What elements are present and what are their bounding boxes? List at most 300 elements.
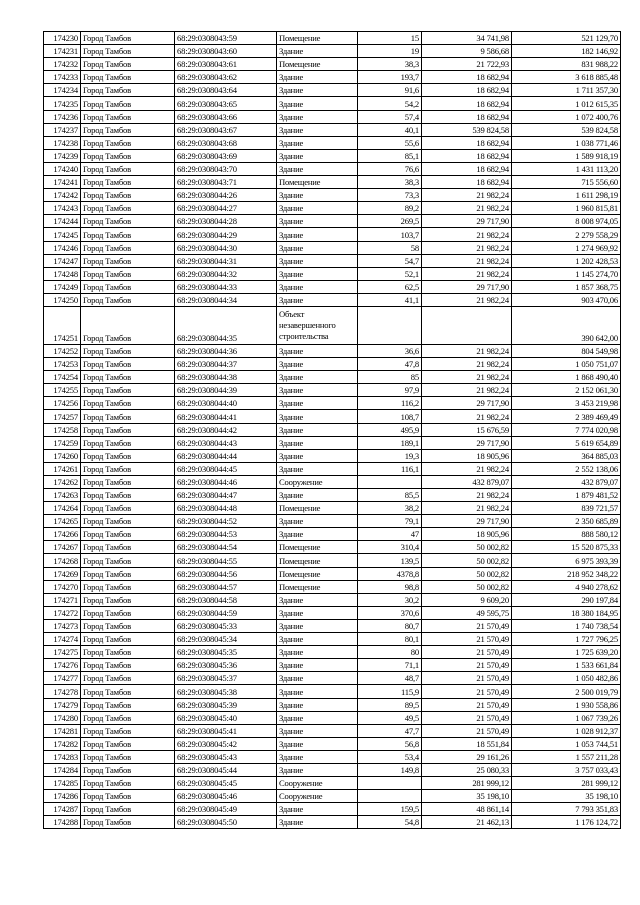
table-row [44,711,621,724]
table-row [44,123,621,136]
cadastral-value-cell: 1 740 738,54 [512,619,621,632]
city-cell: Город Тамбов [81,685,175,698]
specific-value-cell: 18 682,94 [422,84,512,97]
cadastral-number-cell: 68:29:0308044:44 [175,449,277,462]
specific-value-cell: 21 570,49 [422,724,512,737]
cadastral-value-cell: 831 988,22 [512,58,621,71]
specific-value-cell: 21 570,49 [422,711,512,724]
city-cell: Город Тамбов [81,777,175,790]
cadastral-number-cell: 68:29:0308044:43 [175,436,277,449]
object-type-cell: Здание [277,162,358,175]
specific-value-cell: 50 002,82 [422,541,512,554]
cadastral-value-cell: 1 725 639,20 [512,646,621,659]
cadastral-number-cell: 68:29:0308044:54 [175,541,277,554]
city-cell: Город Тамбов [81,436,175,449]
cadastral-value-cell: 1 050 482,86 [512,672,621,685]
row-number: 174234 [44,84,81,97]
specific-value-cell: 21 982,24 [422,189,512,202]
cadastral-number-cell: 68:29:0308045:43 [175,750,277,763]
city-cell: Город Тамбов [81,803,175,816]
object-type-cell: Здание [277,659,358,672]
specific-value-cell: 21 722,93 [422,58,512,71]
cadastral-value-cell: 3 757 033,43 [512,763,621,776]
row-number: 174288 [44,816,81,829]
cadastral-number-cell: 68:29:0308044:47 [175,489,277,502]
area-cell: 49,5 [358,711,422,724]
row-number: 174269 [44,567,81,580]
city-cell: Город Тамбов [81,593,175,606]
row-number: 174238 [44,136,81,149]
row-number: 174271 [44,593,81,606]
table-row [44,436,621,449]
table-row [44,84,621,97]
object-type-cell: Здание [277,803,358,816]
area-cell: 30,2 [358,593,422,606]
cadastral-value-cell: 390 642,00 [512,306,621,344]
cadastral-value-cell: 182 146,92 [512,45,621,58]
area-cell: 76,6 [358,162,422,175]
area-cell: 36,6 [358,344,422,357]
object-type-cell: Здание [277,528,358,541]
specific-value-cell: 34 741,98 [422,32,512,45]
cadastral-value-cell: 218 952 348,22 [512,567,621,580]
city-cell: Город Тамбов [81,267,175,280]
cadastral-number-cell: 68:29:0308043:61 [175,58,277,71]
specific-value-cell: 18 682,94 [422,136,512,149]
row-number: 174260 [44,449,81,462]
cadastral-number-cell: 68:29:0308043:59 [175,32,277,45]
city-cell: Город Тамбов [81,254,175,267]
table-row [44,358,621,371]
city-cell: Город Тамбов [81,97,175,110]
specific-value-cell: 21 982,24 [422,228,512,241]
city-cell: Город Тамбов [81,397,175,410]
city-cell: Город Тамбов [81,763,175,776]
cadastral-number-cell: 68:29:0308044:45 [175,462,277,475]
table-row [44,724,621,737]
table-row [44,750,621,763]
table-row [44,162,621,175]
cadastral-value-cell: 6 975 393,39 [512,554,621,567]
cadastral-value-cell: 432 879,07 [512,475,621,488]
area-cell: 80,1 [358,633,422,646]
object-type-cell: Помещение [277,567,358,580]
row-number: 174244 [44,215,81,228]
city-cell: Город Тамбов [81,423,175,436]
specific-value-cell: 18 905,96 [422,528,512,541]
cadastral-number-cell: 68:29:0308043:68 [175,136,277,149]
row-number: 174242 [44,189,81,202]
row-number: 174285 [44,777,81,790]
cadastral-value-cell: 3 618 885,48 [512,71,621,84]
city-cell: Город Тамбов [81,162,175,175]
area-cell: 47,7 [358,724,422,737]
city-cell: Город Тамбов [81,816,175,829]
object-type-cell: Здание [277,358,358,371]
cadastral-number-cell: 68:29:0308045:50 [175,816,277,829]
row-number: 174240 [44,162,81,175]
city-cell: Город Тамбов [81,606,175,619]
specific-value-cell: 21 982,24 [422,502,512,515]
table-row [44,202,621,215]
city-cell: Город Тамбов [81,449,175,462]
object-type-cell: Здание [277,267,358,280]
cadastral-value-cell: 1 533 661,84 [512,659,621,672]
area-cell: 139,5 [358,554,422,567]
cadastral-number-cell: 68:29:0308044:38 [175,371,277,384]
cadastral-number-cell: 68:29:0308043:69 [175,149,277,162]
city-cell: Город Тамбов [81,241,175,254]
specific-value-cell: 48 861,14 [422,803,512,816]
city-cell: Город Тамбов [81,502,175,515]
cadastral-number-cell: 68:29:0308045:33 [175,619,277,632]
cadastral-number-cell: 68:29:0308044:30 [175,241,277,254]
city-cell: Город Тамбов [81,358,175,371]
object-type-cell: Здание [277,397,358,410]
table-row [44,97,621,110]
object-type-cell: Здание [277,489,358,502]
city-cell: Город Тамбов [81,215,175,228]
table-row [44,280,621,293]
object-type-cell: Здание [277,344,358,357]
cadastral-number-cell: 68:29:0308044:27 [175,202,277,215]
row-number: 174233 [44,71,81,84]
table-row [44,449,621,462]
object-type-cell: Здание [277,149,358,162]
table-row [44,528,621,541]
city-cell: Город Тамбов [81,737,175,750]
table-row [44,567,621,580]
table-row [44,502,621,515]
specific-value-cell: 9 609,20 [422,593,512,606]
cadastral-number-cell: 68:29:0308044:59 [175,606,277,619]
cadastral-number-cell: 68:29:0308045:39 [175,698,277,711]
area-cell: 38,2 [358,502,422,515]
object-type-cell: Здание [277,45,358,58]
area-cell: 71,1 [358,659,422,672]
cadastral-number-cell: 68:29:0308044:57 [175,580,277,593]
row-number: 174264 [44,502,81,515]
area-cell: 38,3 [358,176,422,189]
area-cell: 54,2 [358,97,422,110]
object-type-cell: Здание [277,84,358,97]
object-type-cell: Здание [277,123,358,136]
area-cell: 495,9 [358,423,422,436]
city-cell: Город Тамбов [81,541,175,554]
city-cell: Город Тамбов [81,136,175,149]
row-number: 174235 [44,97,81,110]
object-type-cell: Здание [277,410,358,423]
table-row [44,32,621,45]
city-cell: Город Тамбов [81,32,175,45]
area-cell: 15 [358,32,422,45]
cadastral-number-cell: 68:29:0308044:53 [175,528,277,541]
row-number: 174261 [44,462,81,475]
specific-value-cell: 29 717,90 [422,280,512,293]
specific-value-cell: 18 682,94 [422,162,512,175]
city-cell: Город Тамбов [81,384,175,397]
object-type-cell: Сооружение [277,790,358,803]
cadastral-value-cell: 1 857 368,75 [512,280,621,293]
cadastral-number-cell: 68:29:0308044:33 [175,280,277,293]
specific-value-cell: 18 682,94 [422,110,512,123]
row-number: 174277 [44,672,81,685]
cadastral-value-cell: 1 930 558,86 [512,698,621,711]
cadastral-number-cell: 68:29:0308044:52 [175,515,277,528]
area-cell: 97,9 [358,384,422,397]
area-cell: 80 [358,646,422,659]
city-cell: Город Тамбов [81,633,175,646]
city-cell: Город Тамбов [81,475,175,488]
city-cell: Город Тамбов [81,306,175,344]
table-row [44,384,621,397]
cadastral-number-cell: 68:29:0308043:67 [175,123,277,136]
city-cell: Город Тамбов [81,71,175,84]
city-cell: Город Тамбов [81,149,175,162]
table-row [44,423,621,436]
cadastral-value-cell: 804 549,98 [512,344,621,357]
area-cell: 85 [358,371,422,384]
table-row [44,803,621,816]
area-cell: 103,7 [358,228,422,241]
area-cell: 41,1 [358,293,422,306]
cadastral-value-cell: 1 431 113,20 [512,162,621,175]
object-type-cell: Сооружение [277,475,358,488]
object-type-cell: Здание [277,515,358,528]
area-cell: 80,7 [358,619,422,632]
city-cell: Город Тамбов [81,659,175,672]
object-type-cell: Помещение [277,554,358,567]
area-cell: 52,1 [358,267,422,280]
cadastral-number-cell: 68:29:0308045:37 [175,672,277,685]
area-cell: 62,5 [358,280,422,293]
object-type-cell: Здание [277,280,358,293]
object-type-cell: Здание [277,462,358,475]
table-row [44,410,621,423]
object-type-cell: Здание [277,750,358,763]
row-number: 174287 [44,803,81,816]
cadastral-number-cell: 68:29:0308043:62 [175,71,277,84]
cadastral-number-cell: 68:29:0308044:56 [175,567,277,580]
object-type-cell: Объект незавершенного строительства [277,306,358,344]
row-number: 174241 [44,176,81,189]
specific-value-cell: 29 717,90 [422,515,512,528]
table-row [44,698,621,711]
object-type-cell: Здание [277,711,358,724]
object-type-cell: Здание [277,71,358,84]
cadastral-value-cell: 7 793 351,83 [512,803,621,816]
area-cell: 48,7 [358,672,422,685]
specific-value-cell: 29 717,90 [422,436,512,449]
object-type-cell: Здание [277,816,358,829]
cadastral-number-cell: 68:29:0308044:46 [175,475,277,488]
city-cell: Город Тамбов [81,711,175,724]
specific-value-cell: 21 462,13 [422,816,512,829]
city-cell: Город Тамбов [81,619,175,632]
object-type-cell: Здание [277,672,358,685]
object-type-cell: Здание [277,215,358,228]
cadastral-number-cell: 68:29:0308045:38 [175,685,277,698]
specific-value-cell [422,306,512,344]
cadastral-value-cell: 3 453 219,98 [512,397,621,410]
row-number: 174252 [44,344,81,357]
area-cell: 47 [358,528,422,541]
specific-value-cell: 18 905,96 [422,449,512,462]
specific-value-cell: 21 570,49 [422,619,512,632]
cadastral-value-cell: 2 389 469,49 [512,410,621,423]
row-number: 174263 [44,489,81,502]
object-type-cell: Здание [277,633,358,646]
area-cell: 115,9 [358,685,422,698]
cadastral-number-cell: 68:29:0308044:40 [175,397,277,410]
specific-value-cell: 21 570,49 [422,633,512,646]
row-number: 174231 [44,45,81,58]
city-cell: Город Тамбов [81,410,175,423]
area-cell: 57,4 [358,110,422,123]
area-cell: 193,7 [358,71,422,84]
row-number: 174279 [44,698,81,711]
cadastral-number-cell: 68:29:0308044:37 [175,358,277,371]
object-type-cell: Помещение [277,176,358,189]
object-type-cell: Здание [277,371,358,384]
cadastral-value-cell: 2 350 685,89 [512,515,621,528]
table-row [44,475,621,488]
row-number: 174255 [44,384,81,397]
specific-value-cell: 21 570,49 [422,685,512,698]
table-row [44,397,621,410]
table-row [44,659,621,672]
object-type-cell: Здание [277,97,358,110]
city-cell: Город Тамбов [81,462,175,475]
table-row [44,45,621,58]
specific-value-cell: 21 982,24 [422,371,512,384]
cadastral-number-cell: 68:29:0308044:36 [175,344,277,357]
city-cell: Город Тамбов [81,84,175,97]
row-number: 174281 [44,724,81,737]
cadastral-value-cell: 364 885,03 [512,449,621,462]
row-number: 174239 [44,149,81,162]
cadastral-value-cell: 1 868 490,40 [512,371,621,384]
cadastral-value-cell: 7 774 020,98 [512,423,621,436]
city-cell: Город Тамбов [81,58,175,71]
specific-value-cell: 21 982,24 [422,344,512,357]
area-cell: 149,8 [358,763,422,776]
object-type-cell: Здание [277,189,358,202]
area-cell: 54,8 [358,816,422,829]
cadastral-number-cell: 68:29:0308045:46 [175,790,277,803]
area-cell: 98,8 [358,580,422,593]
area-cell: 38,3 [358,58,422,71]
cadastral-value-cell: 1 050 751,07 [512,358,621,371]
object-type-cell: Сооружение [277,777,358,790]
table-row [44,189,621,202]
city-cell: Город Тамбов [81,515,175,528]
city-cell: Город Тамбов [81,176,175,189]
area-cell: 91,6 [358,84,422,97]
cadastral-value-cell: 888 580,12 [512,528,621,541]
row-number: 174267 [44,541,81,554]
cadastral-number-cell: 68:29:0308044:34 [175,293,277,306]
specific-value-cell: 29 161,26 [422,750,512,763]
cadastral-value-cell: 521 129,70 [512,32,621,45]
cadastral-number-cell: 68:29:0308044:29 [175,228,277,241]
cadastral-number-cell: 68:29:0308043:70 [175,162,277,175]
row-number: 174276 [44,659,81,672]
table-row [44,228,621,241]
specific-value-cell: 21 982,24 [422,384,512,397]
table-row [44,176,621,189]
city-cell: Город Тамбов [81,567,175,580]
object-type-cell: Здание [277,763,358,776]
table-row [44,136,621,149]
specific-value-cell: 21 982,24 [422,410,512,423]
row-number: 174236 [44,110,81,123]
specific-value-cell: 9 586,68 [422,45,512,58]
area-cell [358,790,422,803]
row-number: 174248 [44,267,81,280]
table-row [44,267,621,280]
object-type-cell: Здание [277,228,358,241]
row-number: 174268 [44,554,81,567]
row-number: 174247 [44,254,81,267]
cadastral-value-cell: 4 940 278,62 [512,580,621,593]
cadastral-value-cell: 903 470,06 [512,293,621,306]
city-cell: Город Тамбов [81,698,175,711]
specific-value-cell: 21 570,49 [422,659,512,672]
city-cell: Город Тамбов [81,371,175,384]
specific-value-cell: 50 002,82 [422,567,512,580]
row-number: 174250 [44,293,81,306]
specific-value-cell: 18 682,94 [422,97,512,110]
cadastral-value-cell: 290 197,84 [512,593,621,606]
city-cell: Город Тамбов [81,580,175,593]
cadastral-value-cell: 1 711 357,30 [512,84,621,97]
row-number: 174256 [44,397,81,410]
row-number: 174272 [44,606,81,619]
cadastral-value-cell: 1 274 969,92 [512,241,621,254]
table-row [44,763,621,776]
area-cell [358,475,422,488]
specific-value-cell: 539 824,58 [422,123,512,136]
specific-value-cell: 21 570,49 [422,672,512,685]
specific-value-cell: 21 982,24 [422,358,512,371]
table-row [44,254,621,267]
row-number: 174266 [44,528,81,541]
row-number: 174232 [44,58,81,71]
cadastral-number-cell: 68:29:0308043:65 [175,97,277,110]
row-number: 174284 [44,763,81,776]
row-number: 174245 [44,228,81,241]
cadastral-value-cell: 281 999,12 [512,777,621,790]
object-type-cell: Здание [277,724,358,737]
cadastral-number-cell: 68:29:0308044:42 [175,423,277,436]
city-cell: Город Тамбов [81,45,175,58]
cadastral-value-cell: 839 721,57 [512,502,621,515]
area-cell: 189,1 [358,436,422,449]
row-number: 174243 [44,202,81,215]
table-row [44,71,621,84]
cadastral-value-cell: 715 556,60 [512,176,621,189]
city-cell: Город Тамбов [81,293,175,306]
area-cell: 19 [358,45,422,58]
row-number: 174257 [44,410,81,423]
area-cell: 19,3 [358,449,422,462]
city-cell: Город Тамбов [81,123,175,136]
row-number: 174262 [44,475,81,488]
cadastral-value-cell: 1 072 400,76 [512,110,621,123]
specific-value-cell: 49 595,75 [422,606,512,619]
area-cell: 89,2 [358,202,422,215]
